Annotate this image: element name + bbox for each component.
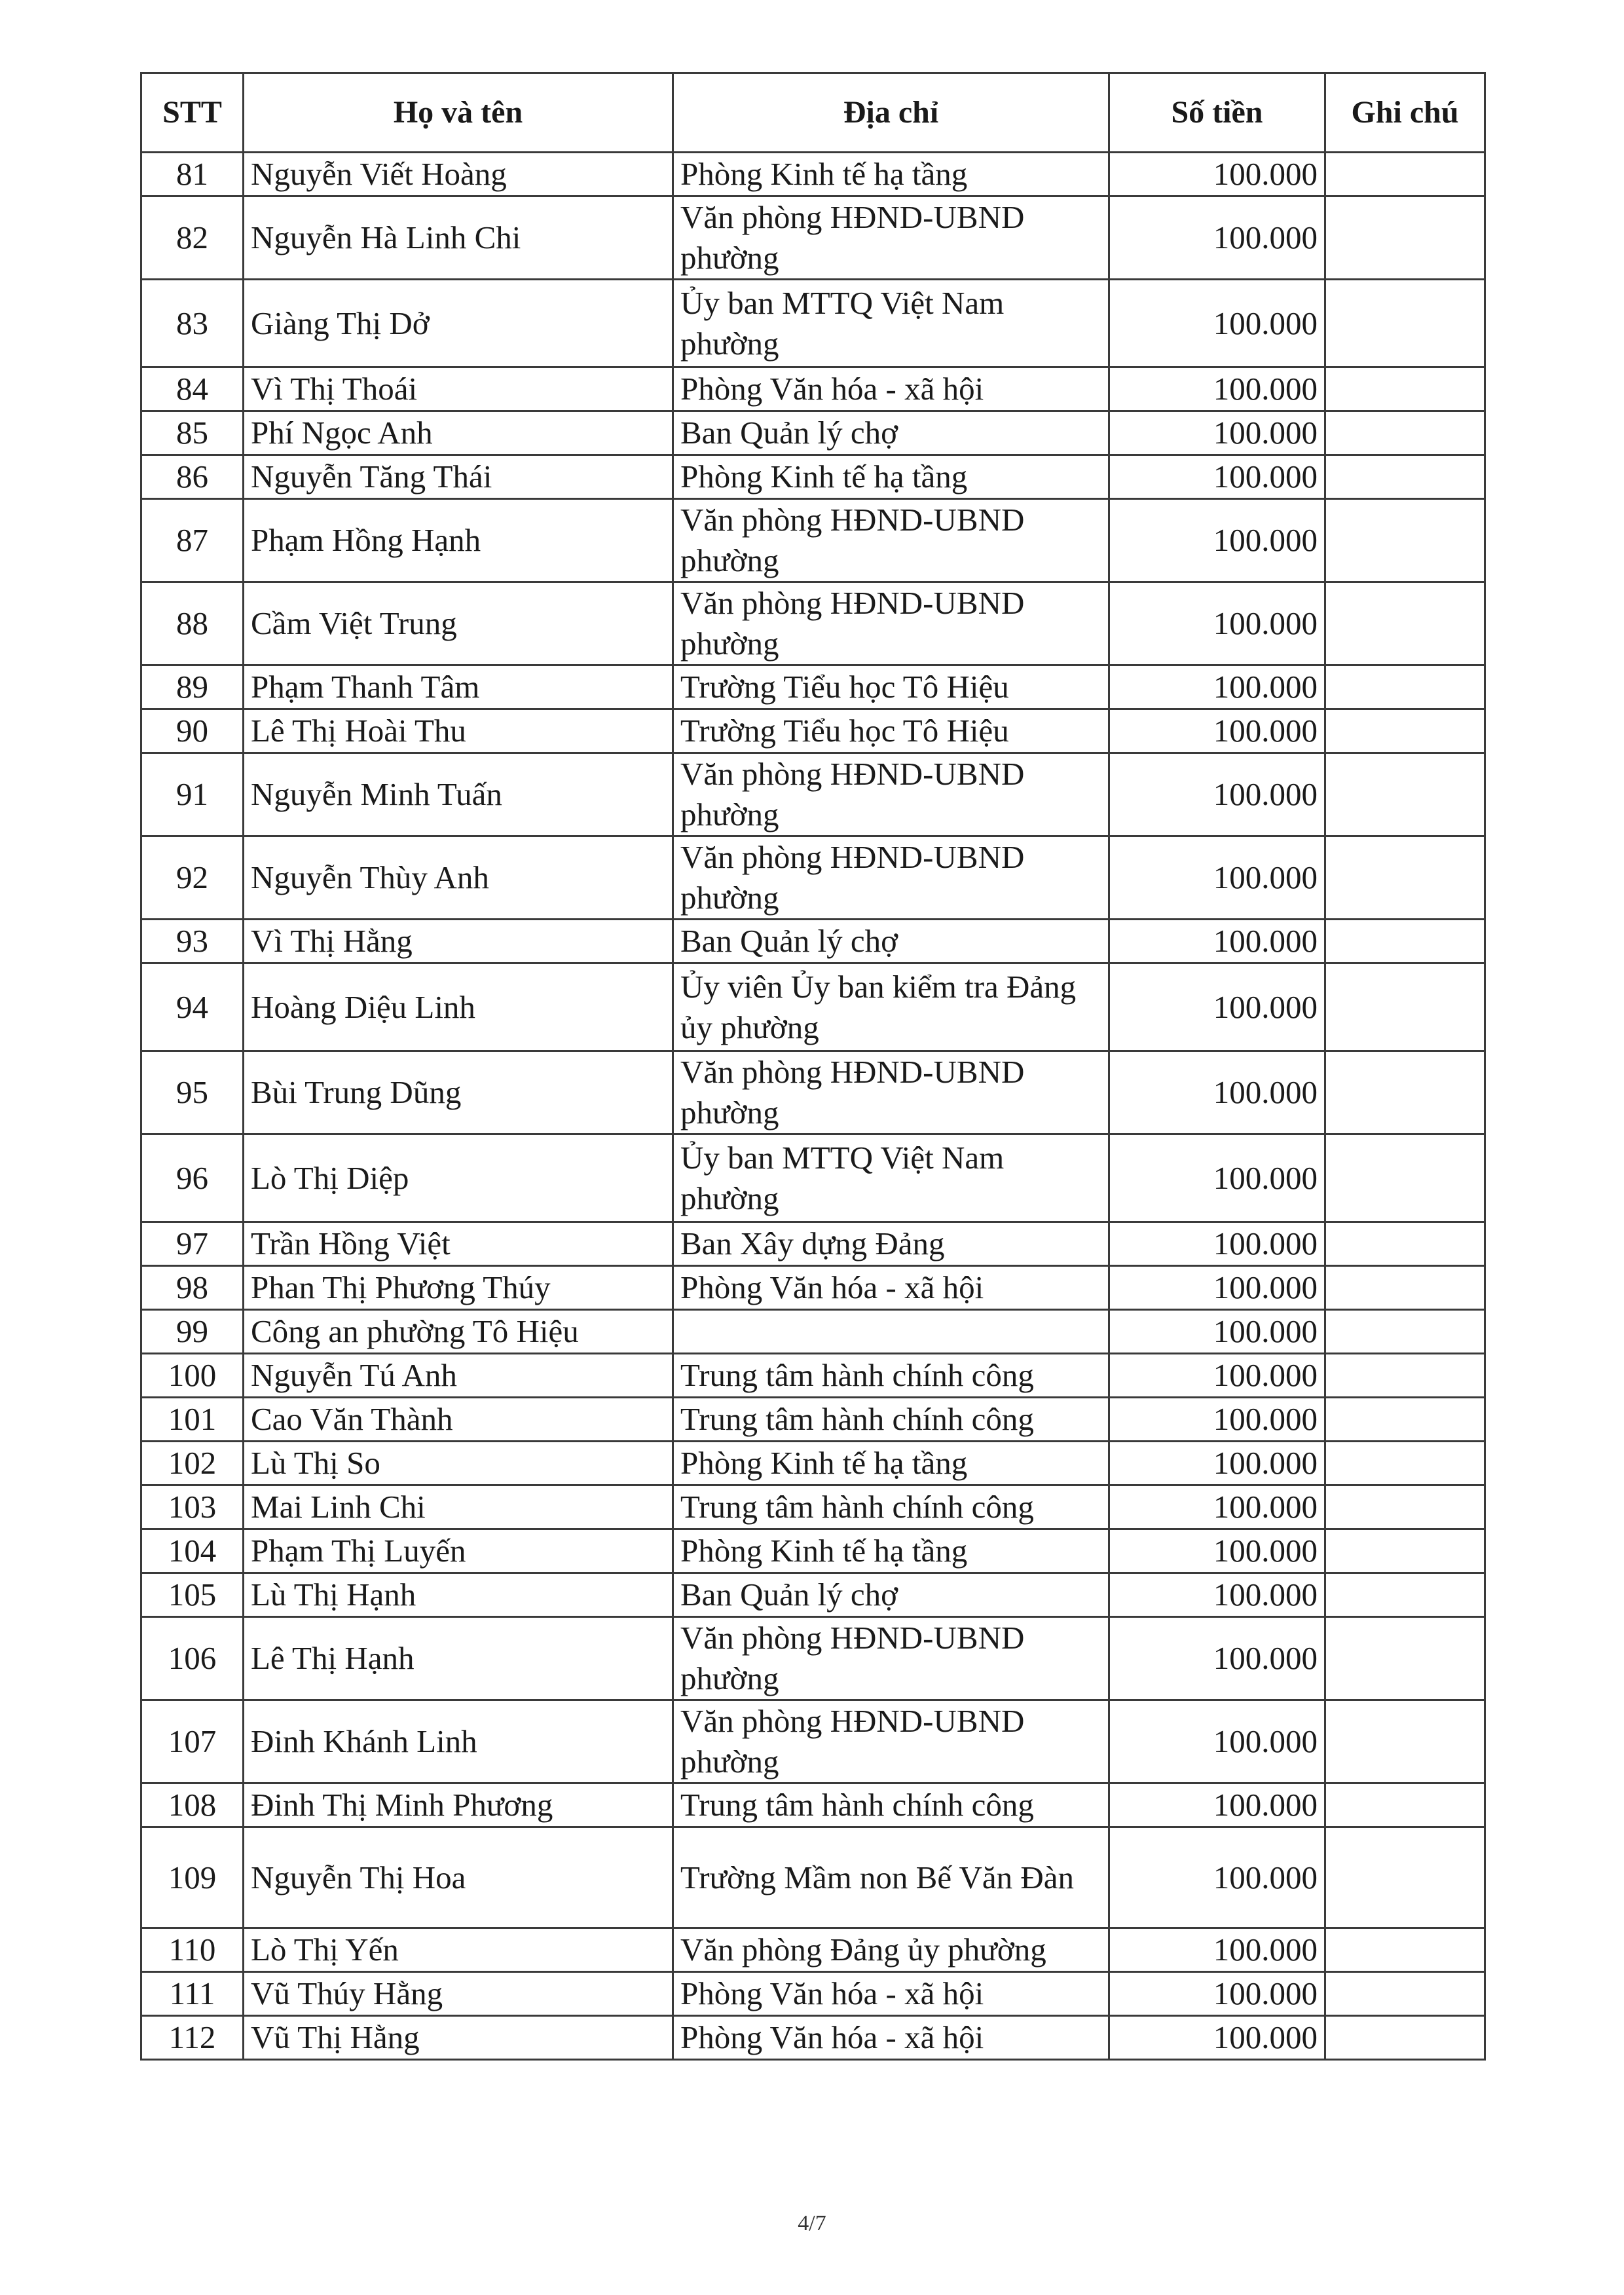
cell-note: [1325, 920, 1485, 963]
cell-amount: 100.000: [1109, 153, 1325, 196]
cell-note: [1325, 1529, 1485, 1573]
cell-name: Vũ Thúy Hằng: [244, 1972, 673, 2016]
cell-name: Phạm Thị Luyến: [244, 1529, 673, 1573]
cell-amount: 100.000: [1109, 1972, 1325, 2016]
cell-stt: 97: [141, 1222, 244, 1266]
cell-note: [1325, 582, 1485, 665]
cell-amount: 100.000: [1109, 1485, 1325, 1529]
table-row: [141, 709, 1485, 753]
cell-address: Phòng Kinh tế hạ tầng: [673, 1529, 1109, 1573]
cell-address: Văn phòng HĐND-UBND phường: [673, 499, 1109, 582]
cell-amount: 100.000: [1109, 196, 1325, 280]
cell-address: Văn phòng HĐND-UBND phường: [673, 1700, 1109, 1783]
cell-name: Lò Thị Diệp: [244, 1134, 673, 1222]
cell-stt: 102: [141, 1442, 244, 1485]
header-amount: Số tiền: [1109, 73, 1325, 153]
table-row: [141, 455, 1485, 499]
cell-amount: 100.000: [1109, 367, 1325, 411]
contribution-table: [140, 72, 1486, 2061]
cell-stt: 101: [141, 1398, 244, 1442]
table-row: [141, 153, 1485, 196]
table-row: [141, 499, 1485, 582]
cell-note: [1325, 753, 1485, 836]
cell-name: Phạm Thanh Tâm: [244, 665, 673, 709]
cell-stt: 83: [141, 280, 244, 367]
cell-note: [1325, 153, 1485, 196]
cell-note: [1325, 1134, 1485, 1222]
cell-amount: 100.000: [1109, 2016, 1325, 2060]
cell-note: [1325, 2016, 1485, 2060]
cell-name: Lù Thị So: [244, 1442, 673, 1485]
cell-address: Văn phòng HĐND-UBND phường: [673, 196, 1109, 280]
cell-address: Ban Quản lý chợ: [673, 920, 1109, 963]
cell-name: Vũ Thị Hằng: [244, 2016, 673, 2060]
cell-address: Phòng Văn hóa - xã hội: [673, 367, 1109, 411]
cell-amount: 100.000: [1109, 1617, 1325, 1700]
cell-stt: 112: [141, 2016, 244, 2060]
cell-address: Ban Xây dựng Đảng: [673, 1222, 1109, 1266]
cell-note: [1325, 1700, 1485, 1783]
cell-note: [1325, 1398, 1485, 1442]
cell-address: Phòng Kinh tế hạ tầng: [673, 153, 1109, 196]
cell-name: Vì Thị Thoái: [244, 367, 673, 411]
cell-amount: 100.000: [1109, 455, 1325, 499]
table-header-row: [141, 73, 1485, 153]
cell-stt: 108: [141, 1783, 244, 1827]
table-row: [141, 411, 1485, 455]
table-row: [141, 1617, 1485, 1700]
cell-address: Trung tâm hành chính công: [673, 1485, 1109, 1529]
cell-address: Phòng Kinh tế hạ tầng: [673, 1442, 1109, 1485]
cell-note: [1325, 196, 1485, 280]
cell-name: Lê Thị Hoài Thu: [244, 709, 673, 753]
cell-note: [1325, 1827, 1485, 1928]
cell-name: Phạm Hồng Hạnh: [244, 499, 673, 582]
cell-stt: 103: [141, 1485, 244, 1529]
cell-amount: 100.000: [1109, 1310, 1325, 1354]
cell-stt: 93: [141, 920, 244, 963]
cell-amount: 100.000: [1109, 1700, 1325, 1783]
cell-stt: 96: [141, 1134, 244, 1222]
table-row: [141, 665, 1485, 709]
cell-name: Nguyễn Hà Linh Chi: [244, 196, 673, 280]
cell-stt: 82: [141, 196, 244, 280]
cell-address: Văn phòng HĐND-UBND phường: [673, 753, 1109, 836]
cell-address: Phòng Văn hóa - xã hội: [673, 1266, 1109, 1310]
cell-name: Cầm Việt Trung: [244, 582, 673, 665]
cell-amount: 100.000: [1109, 411, 1325, 455]
cell-note: [1325, 1783, 1485, 1827]
table-row: [141, 1310, 1485, 1354]
cell-address: Trung tâm hành chính công: [673, 1354, 1109, 1398]
cell-amount: 100.000: [1109, 836, 1325, 920]
cell-name: Lù Thị Hạnh: [244, 1573, 673, 1617]
cell-note: [1325, 963, 1485, 1051]
cell-note: [1325, 1573, 1485, 1617]
page-number: 4/7: [798, 2211, 826, 2235]
table-row: [141, 1529, 1485, 1573]
cell-stt: 84: [141, 367, 244, 411]
table-row: [141, 1573, 1485, 1617]
cell-amount: 100.000: [1109, 280, 1325, 367]
cell-name: Lò Thị Yến: [244, 1928, 673, 1972]
cell-amount: 100.000: [1109, 1354, 1325, 1398]
cell-stt: 91: [141, 753, 244, 836]
table-row: [141, 963, 1485, 1051]
cell-amount: 100.000: [1109, 709, 1325, 753]
table-row: [141, 196, 1485, 280]
table-row: [141, 1051, 1485, 1134]
cell-stt: 88: [141, 582, 244, 665]
cell-name: Nguyễn Thị Hoa: [244, 1827, 673, 1928]
cell-address: Trường Tiểu học Tô Hiệu: [673, 709, 1109, 753]
table-row: [141, 1134, 1485, 1222]
cell-name: Đinh Khánh Linh: [244, 1700, 673, 1783]
cell-name: Phan Thị Phương Thúy: [244, 1266, 673, 1310]
cell-name: Trần Hồng Việt: [244, 1222, 673, 1266]
cell-amount: 100.000: [1109, 920, 1325, 963]
cell-note: [1325, 367, 1485, 411]
header-address: Địa chỉ: [673, 73, 1109, 153]
cell-stt: 106: [141, 1617, 244, 1700]
cell-amount: 100.000: [1109, 753, 1325, 836]
cell-name: Bùi Trung Dũng: [244, 1051, 673, 1134]
cell-amount: 100.000: [1109, 1529, 1325, 1573]
cell-address: Ban Quản lý chợ: [673, 411, 1109, 455]
table-row: [141, 753, 1485, 836]
cell-address: Phòng Văn hóa - xã hội: [673, 2016, 1109, 2060]
cell-note: [1325, 1485, 1485, 1529]
cell-note: [1325, 1972, 1485, 2016]
cell-stt: 90: [141, 709, 244, 753]
table-row: [141, 1700, 1485, 1783]
cell-name: Vì Thị Hằng: [244, 920, 673, 963]
cell-note: [1325, 1051, 1485, 1134]
cell-note: [1325, 1617, 1485, 1700]
table-row: [141, 1928, 1485, 1972]
table-row: [141, 1972, 1485, 2016]
cell-name: Cao Văn Thành: [244, 1398, 673, 1442]
table-body: [141, 153, 1485, 2060]
cell-stt: 109: [141, 1827, 244, 1928]
cell-address: Văn phòng HĐND-UBND phường: [673, 1617, 1109, 1700]
cell-stt: 86: [141, 455, 244, 499]
cell-stt: 87: [141, 499, 244, 582]
cell-stt: 94: [141, 963, 244, 1051]
table-row: [141, 1442, 1485, 1485]
cell-name: Công an phường Tô Hiệu: [244, 1310, 673, 1354]
cell-note: [1325, 1928, 1485, 1972]
cell-name: Nguyễn Tăng Thái: [244, 455, 673, 499]
cell-stt: 100: [141, 1354, 244, 1398]
table-row: [141, 1266, 1485, 1310]
cell-amount: 100.000: [1109, 1222, 1325, 1266]
cell-address: Phòng Kinh tế hạ tầng: [673, 455, 1109, 499]
cell-amount: 100.000: [1109, 1442, 1325, 1485]
cell-stt: 104: [141, 1529, 244, 1573]
cell-name: Lê Thị Hạnh: [244, 1617, 673, 1700]
cell-amount: 100.000: [1109, 1134, 1325, 1222]
table-row: [141, 1827, 1485, 1928]
header-stt: STT: [141, 73, 244, 153]
cell-amount: 100.000: [1109, 582, 1325, 665]
cell-name: Nguyễn Thùy Anh: [244, 836, 673, 920]
cell-name: Nguyễn Tú Anh: [244, 1354, 673, 1398]
cell-name: Nguyễn Viết Hoàng: [244, 153, 673, 196]
cell-address: Trung tâm hành chính công: [673, 1783, 1109, 1827]
cell-address: Văn phòng Đảng ủy phường: [673, 1928, 1109, 1972]
cell-note: [1325, 836, 1485, 920]
cell-address: Ủy viên Ủy ban kiểm tra Đảng ủy phường: [673, 963, 1109, 1051]
cell-address: Ủy ban MTTQ Việt Nam phường: [673, 280, 1109, 367]
table-row: [141, 582, 1485, 665]
cell-name: Giàng Thị Dở: [244, 280, 673, 367]
cell-amount: 100.000: [1109, 1266, 1325, 1310]
cell-note: [1325, 1222, 1485, 1266]
cell-address: Văn phòng HĐND-UBND phường: [673, 582, 1109, 665]
cell-stt: 95: [141, 1051, 244, 1134]
cell-amount: 100.000: [1109, 665, 1325, 709]
cell-address: Ban Quản lý chợ: [673, 1573, 1109, 1617]
table-row: [141, 1354, 1485, 1398]
cell-amount: 100.000: [1109, 1051, 1325, 1134]
cell-stt: 85: [141, 411, 244, 455]
cell-stt: 92: [141, 836, 244, 920]
cell-address: [673, 1310, 1109, 1354]
cell-address: Trung tâm hành chính công: [673, 1398, 1109, 1442]
cell-stt: 107: [141, 1700, 244, 1783]
table-row: [141, 836, 1485, 920]
table-row: [141, 367, 1485, 411]
cell-amount: 100.000: [1109, 1827, 1325, 1928]
cell-note: [1325, 455, 1485, 499]
cell-note: [1325, 499, 1485, 582]
header-name: Họ và tên: [244, 73, 673, 153]
table-row: [141, 920, 1485, 963]
cell-address: Trường Mầm non Bế Văn Đàn: [673, 1827, 1109, 1928]
cell-stt: 105: [141, 1573, 244, 1617]
header-note: Ghi chú: [1325, 73, 1485, 153]
cell-amount: 100.000: [1109, 499, 1325, 582]
cell-note: [1325, 1442, 1485, 1485]
cell-name: Đinh Thị Minh Phương: [244, 1783, 673, 1827]
table-row: [141, 2016, 1485, 2060]
cell-stt: 99: [141, 1310, 244, 1354]
cell-note: [1325, 1266, 1485, 1310]
cell-stt: 89: [141, 665, 244, 709]
cell-note: [1325, 411, 1485, 455]
cell-name: Phí Ngọc Anh: [244, 411, 673, 455]
cell-address: Ủy ban MTTQ Việt Nam phường: [673, 1134, 1109, 1222]
cell-name: Mai Linh Chi: [244, 1485, 673, 1529]
cell-amount: 100.000: [1109, 1928, 1325, 1972]
cell-amount: 100.000: [1109, 1783, 1325, 1827]
cell-note: [1325, 1310, 1485, 1354]
cell-note: [1325, 1354, 1485, 1398]
cell-address: Phòng Văn hóa - xã hội: [673, 1972, 1109, 2016]
table-row: [141, 1783, 1485, 1827]
cell-note: [1325, 280, 1485, 367]
table-row: [141, 1222, 1485, 1266]
cell-stt: 110: [141, 1928, 244, 1972]
table-row: [141, 1485, 1485, 1529]
cell-address: Trường Tiểu học Tô Hiệu: [673, 665, 1109, 709]
cell-name: Hoàng Diệu Linh: [244, 963, 673, 1051]
cell-amount: 100.000: [1109, 1573, 1325, 1617]
table-row: [141, 280, 1485, 367]
cell-note: [1325, 665, 1485, 709]
cell-name: Nguyễn Minh Tuấn: [244, 753, 673, 836]
cell-amount: 100.000: [1109, 963, 1325, 1051]
table-row: [141, 1398, 1485, 1442]
cell-amount: 100.000: [1109, 1398, 1325, 1442]
cell-address: Văn phòng HĐND-UBND phường: [673, 1051, 1109, 1134]
cell-address: Văn phòng HĐND-UBND phường: [673, 836, 1109, 920]
cell-note: [1325, 709, 1485, 753]
cell-stt: 98: [141, 1266, 244, 1310]
cell-stt: 81: [141, 153, 244, 196]
cell-stt: 111: [141, 1972, 244, 2016]
